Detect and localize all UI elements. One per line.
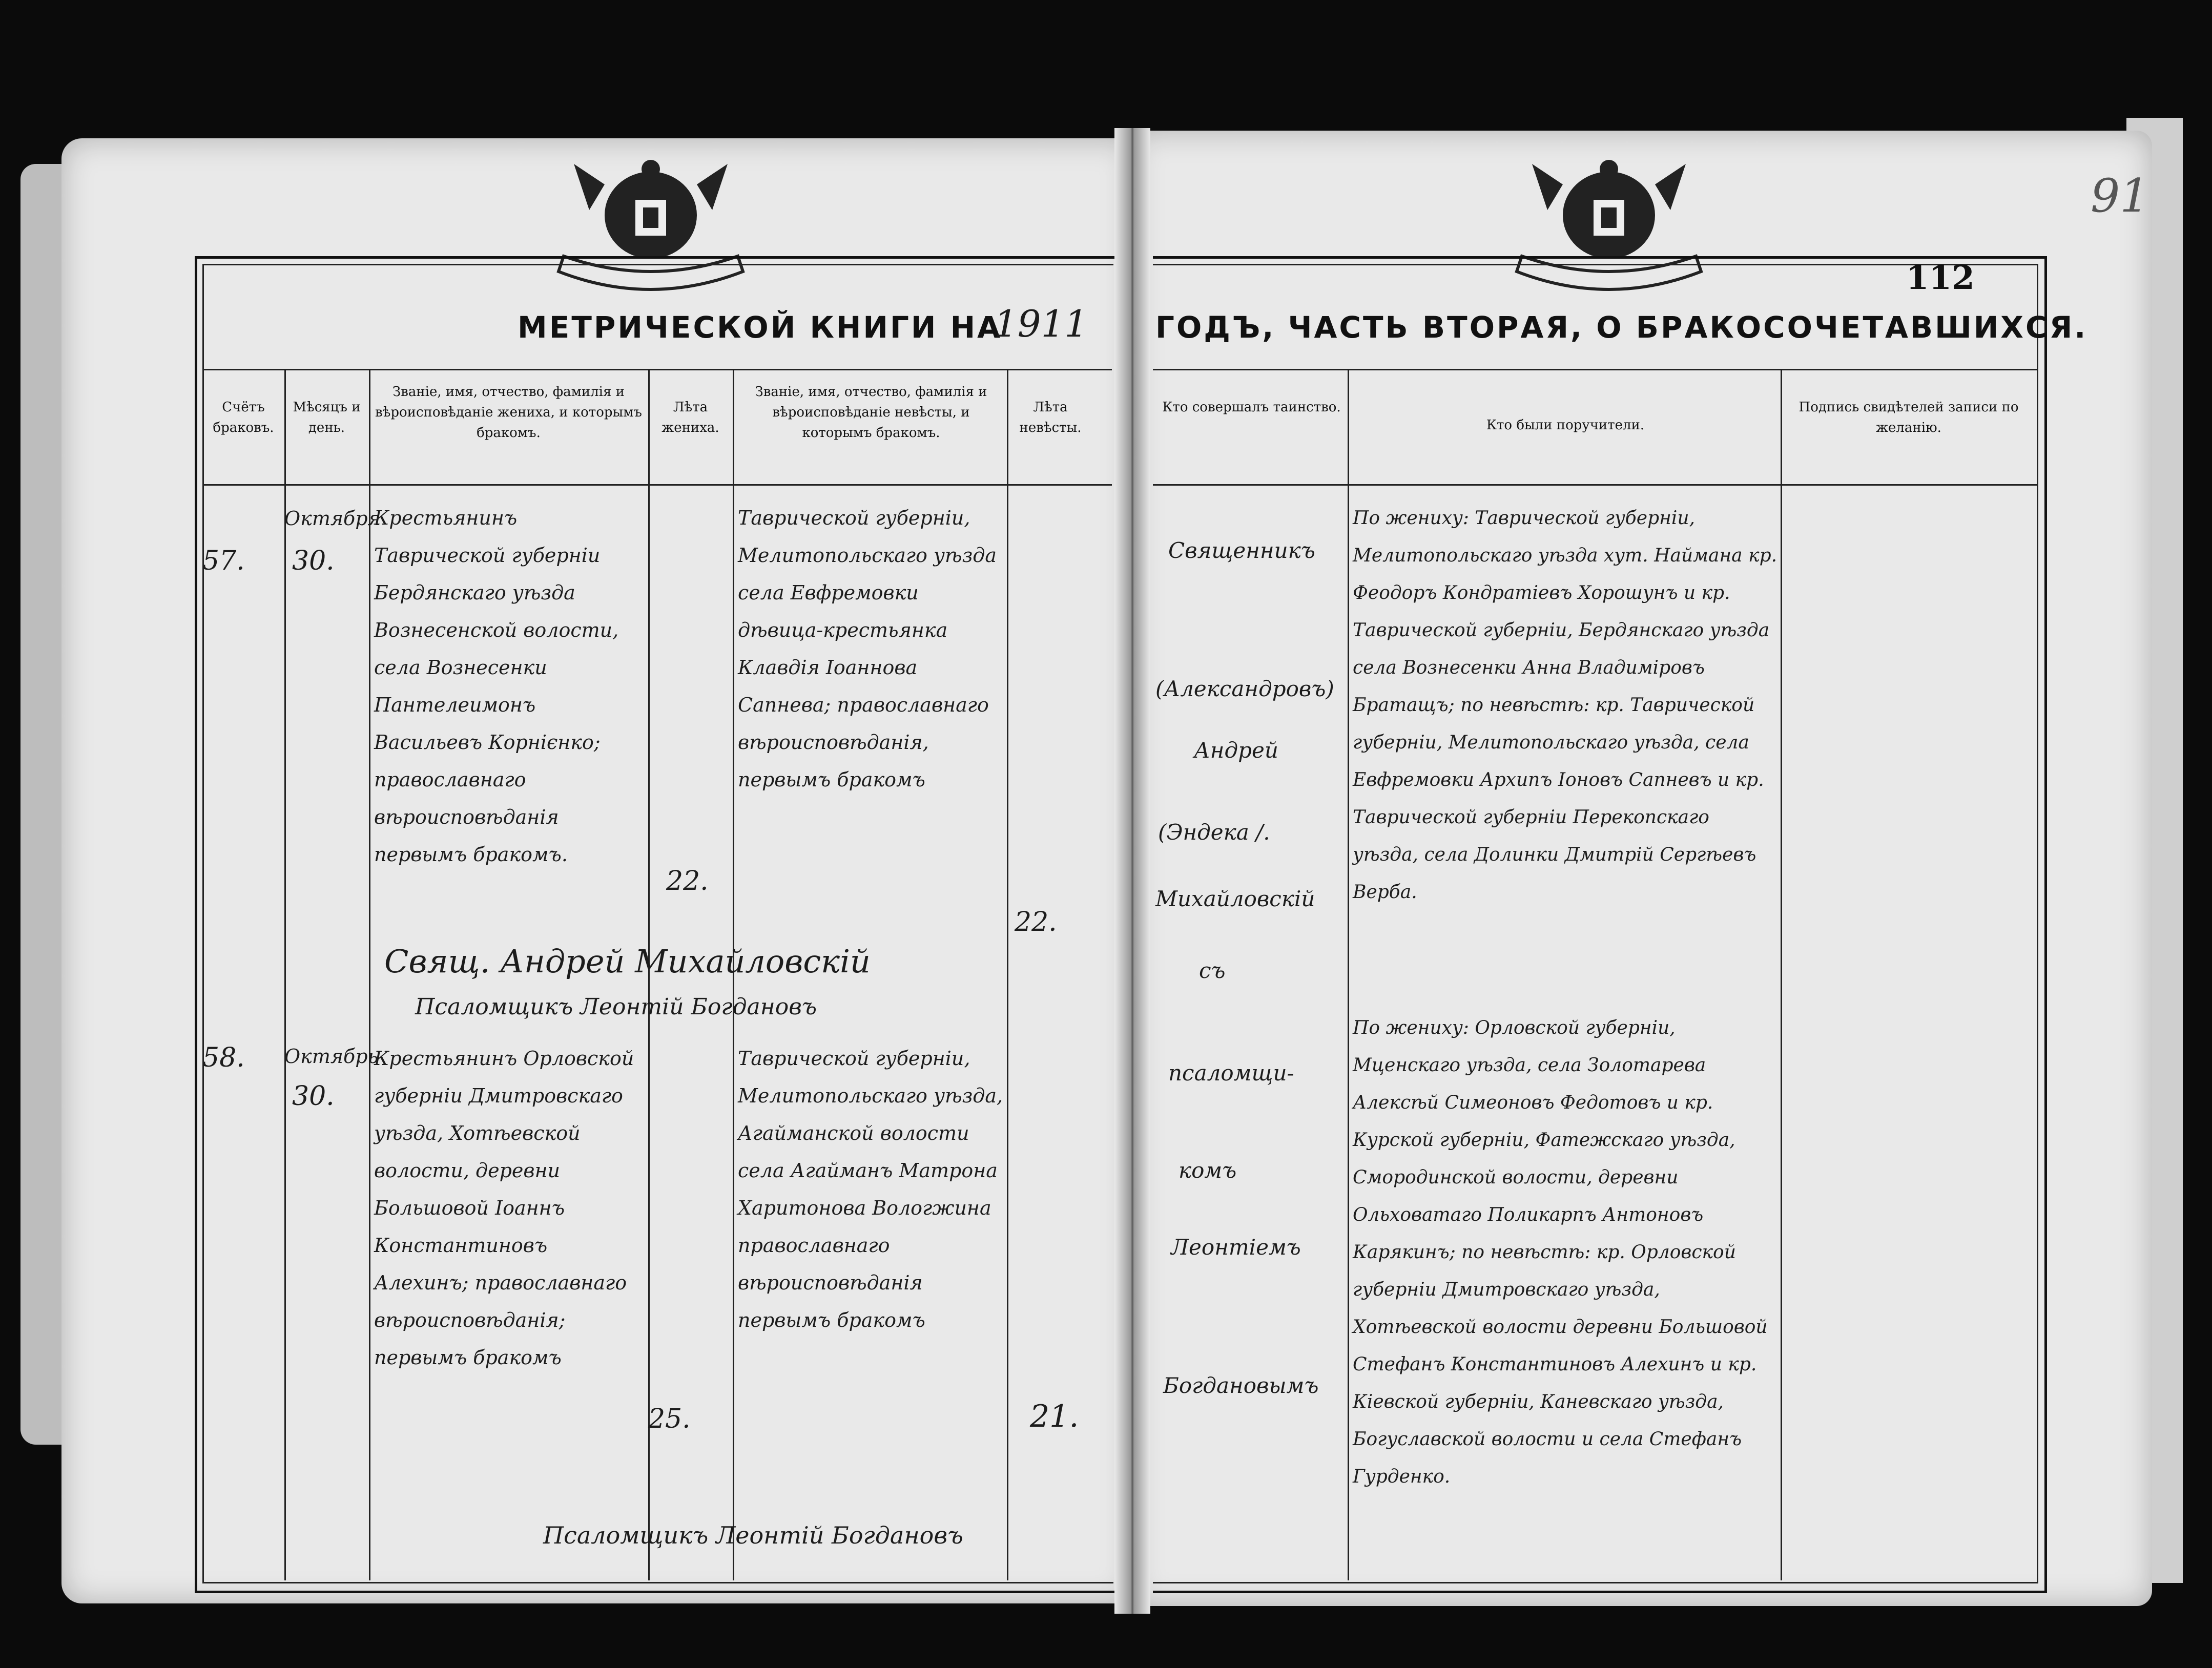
colhead-month-day: Мѣсяцъ и день. <box>293 400 361 435</box>
officiant-line: псаломщи- <box>1168 1060 1294 1086</box>
header-bottom-rule-right <box>1153 369 2037 370</box>
groom-description: Крестьянинъ Орловской губерніи Дмитровскаго уѣзда, Хотѣевской волости, деревни Большовой Іоаннъ Константиновъ Алехинъ; православнаго вѣроисповѣданія; первымъ бракомъ <box>374 1047 634 1369</box>
priest-signature: Свящ. Андрей Михайловскій <box>384 943 871 980</box>
groom-description: Крестьянинъ Таврической губерніи Бердянскаго уѣзда Вознесенской волости, села Вознесенки Пантелеимонъ Васильевъ Корнієнко; православнаго вѣроисповѣданія первымъ бракомъ. <box>374 507 619 866</box>
col-divider <box>284 369 286 1580</box>
colhead-groom-age: Лѣта жениха. <box>661 400 719 435</box>
col-divider <box>1781 369 1782 1580</box>
colhead-count: Счётъ браковъ. <box>213 400 274 435</box>
officiant-line: Михайловскій <box>1155 886 1315 911</box>
col-divider <box>1348 369 1349 1580</box>
book-gutter <box>1114 128 1150 1614</box>
page-number: 112 <box>1906 259 1975 297</box>
entry-month: Октябрь <box>284 1045 379 1068</box>
officiant-line: (Эндека /. <box>1158 820 1270 845</box>
colhead-guarantors: Кто были поручители. <box>1486 418 1645 433</box>
colhead-groom: Званіе, имя, отчество, фамилія и вѣроисповѣданіе жениха, и которымъ бракомъ. <box>375 384 642 441</box>
register-title-right: ГОДЪ, ЧАСТЬ ВТОРАЯ, О БРАКОСОЧЕТАВШИХСЯ. <box>1155 310 2088 345</box>
bride-description: Таврической губерніи, Мелитопольскаго уѣзда, Агайманской волости села Агайманъ Матрона Харитонова Вологжина православнаго вѣроисповѣданія первымъ бракомъ <box>738 1047 1003 1331</box>
register-year: 1911 <box>994 302 1088 345</box>
colhead-bottom-rule-left <box>202 484 1112 486</box>
left-inner-frame <box>202 264 1113 1583</box>
colhead-bride: Званіе, имя, отчество, фамилія и вѣроисповѣданіе невѣсты, и которымъ бракомъ. <box>755 384 987 441</box>
header-bottom-rule-left <box>202 369 1112 370</box>
psalmist-signature: Псаломщикъ Леонтій Богдановъ <box>415 994 817 1020</box>
entry-number: 57. <box>202 546 245 576</box>
entry-day: 30. <box>292 1081 335 1112</box>
officiant-line: (Александровъ) <box>1155 676 1334 701</box>
colhead-bride-age: Лѣта невѣсты. <box>1019 400 1082 435</box>
bride-description: Таврической губерніи, Мелитопольскаго уѣзда села Евфремовки дѣвица-крестьянка Клавдія Іоаннова Сапнева; православнаго вѣроисповѣданія, первымъ бракомъ <box>738 507 997 791</box>
officiant-line: Священникъ <box>1168 538 1315 563</box>
colhead-officiant: Кто совершалъ таинство. <box>1162 400 1341 415</box>
officiant-line: Богдановымъ <box>1163 1373 1319 1398</box>
guarantors-description: По жениху: Таврической губерніи, Мелитопольскаго уѣзда хут. Наймана кр. Феодоръ Кондратіевъ Хорошунъ и кр. Таврической губерніи, Бердянскаго уѣзда села Вознесенки Анна Владиміровъ Братащъ; по невѣстѣ: кр. Таврической губерніи, Мелитопольскаго уѣзда, села Евфремовки Архипъ Іоновъ Сапневъ и кр. Таврической губерніи Перекопскаго уѣзда, села Долинки Дмитрій Сергѣевъ Верба. <box>1353 508 1777 903</box>
entry-day: 30. <box>292 546 335 576</box>
officiant-line: Андрей <box>1194 738 1278 763</box>
groom-age: 25. <box>648 1404 691 1434</box>
col-divider <box>369 369 370 1580</box>
colhead-bottom-rule-right <box>1153 484 2037 486</box>
groom-age: 22. <box>666 866 709 896</box>
guarantors-description: По жениху: Орловской губерніи, Мценскаго уѣзда, села Золотарева Алексѣй Симеоновъ Федотовъ и кр. Курской губерніи, Фатежскаго уѣзда, Смородинской волости, деревни Ольховатаго Поликарпъ Антоновъ Карякинъ; по невѣстѣ: кр. Орловской губерніи Дмитровскаго уѣзда, Хотѣевской волости деревни Большовой Стефанъ Константиновъ Алехинъ и кр. Кіевской губерніи, Каневскаго уѣзда, Богуславской волости и села Стефанъ Гурденко. <box>1353 1017 1768 1487</box>
officiant-line: съ <box>1199 958 1226 983</box>
officiant-line: Леонтіемъ <box>1171 1235 1301 1260</box>
officiant-line: комъ <box>1179 1158 1237 1183</box>
footer-psalmist-signature: Псаломщикъ Леонтій Богдановъ <box>543 1521 963 1549</box>
bride-age: 21. <box>1030 1399 1079 1434</box>
colhead-signature: Подпись свидѣтелей записи по желанію. <box>1798 400 2019 435</box>
entry-month: Октября <box>284 507 381 530</box>
bride-age: 22. <box>1015 907 1057 937</box>
register-title-left: МЕТРИЧЕСКОЙ КНИГИ НА <box>518 310 1003 345</box>
entry-number: 58. <box>202 1042 245 1073</box>
col-divider <box>1007 369 1008 1580</box>
archive-folio-number: 91 <box>2091 169 2149 223</box>
